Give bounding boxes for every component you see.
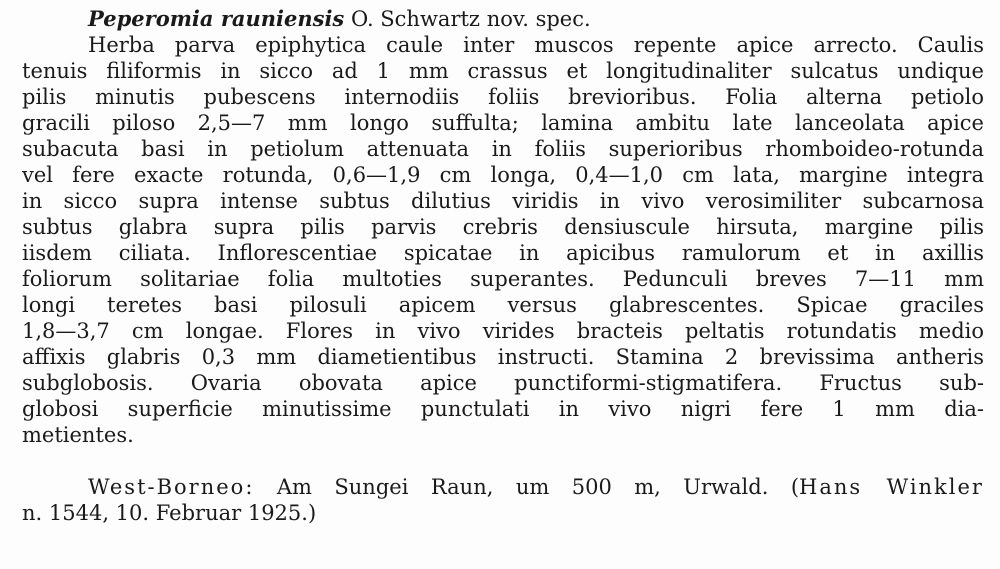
collector-name: Hans Winkler [799, 475, 984, 499]
description-line: subacuta basi in petiolum attenuata in foliis superioribus rhomboideo-rotunda [22, 137, 984, 161]
description-line: vel fere exacte rotunda, 0,6—1,9 cm longa, 0,4—1,0 cm lata, margine integra [22, 163, 984, 187]
description-line: iisdem ciliata. Inflorescentiae spicatae in apicibus ramulorum et in axillis [22, 241, 984, 265]
description-line: foliorum solitariae folia multoties superantes. Pedunculi breves 7—11 mm [22, 267, 984, 291]
description-line: longi teretes basi pilosuli apicem versus glabrescentes. Spicae graciles [22, 293, 984, 317]
description-line: metientes. [22, 423, 134, 447]
collection-number-line: n. 1544, 10. Februar 1925.) [22, 501, 317, 525]
taxon-author: O. Schwartz [350, 7, 480, 31]
description-line: subglobosis. Ovaria obovata apice punctiformi-stigmatifera. Fructus sub- [22, 371, 984, 395]
taxon-status: nov. spec. [486, 7, 591, 31]
locality-line [22, 474, 984, 500]
description-line: pilis minutis pubescens internodiis foliis brevioribus. Folia alterna petiolo [22, 85, 984, 109]
description-line: subtus glabra supra pilis parvis crebris densiuscule hirsuta, margine pilis [22, 215, 984, 239]
description-line: tenuis filiformis in sicco ad 1 mm crassus et longitudinaliter sulcatus undique [22, 59, 984, 83]
species-heading [88, 6, 591, 32]
locality-place: West-Borneo: [88, 475, 255, 499]
taxon-name: Peperomia rauniensis [88, 6, 345, 31]
locality-detail: Am Sungei Raun, um 500 m, Urwald. ( [276, 475, 800, 499]
description-line: Herba parva epiphytica caule inter muscos repente apice arrecto. Caulis [88, 33, 984, 57]
description-line: affixis glabris 0,3 mm diametientibus instructi. Stamina 2 brevissima antheris [22, 345, 984, 369]
description-line: 1,8—3,7 cm longae. Flores in vivo virides bracteis peltatis rotundatis medio [22, 319, 984, 343]
description-line: globosi superficie minutissime punctulati in vivo nigri fere 1 mm dia- [22, 397, 984, 421]
description-line: gracili piloso 2,5—7 mm longo suffulta; lamina ambitu late lanceolata apice [22, 111, 984, 135]
description-line: in sicco supra intense subtus dilutius viridis in vivo verosimiliter subcarnosa [22, 189, 984, 213]
